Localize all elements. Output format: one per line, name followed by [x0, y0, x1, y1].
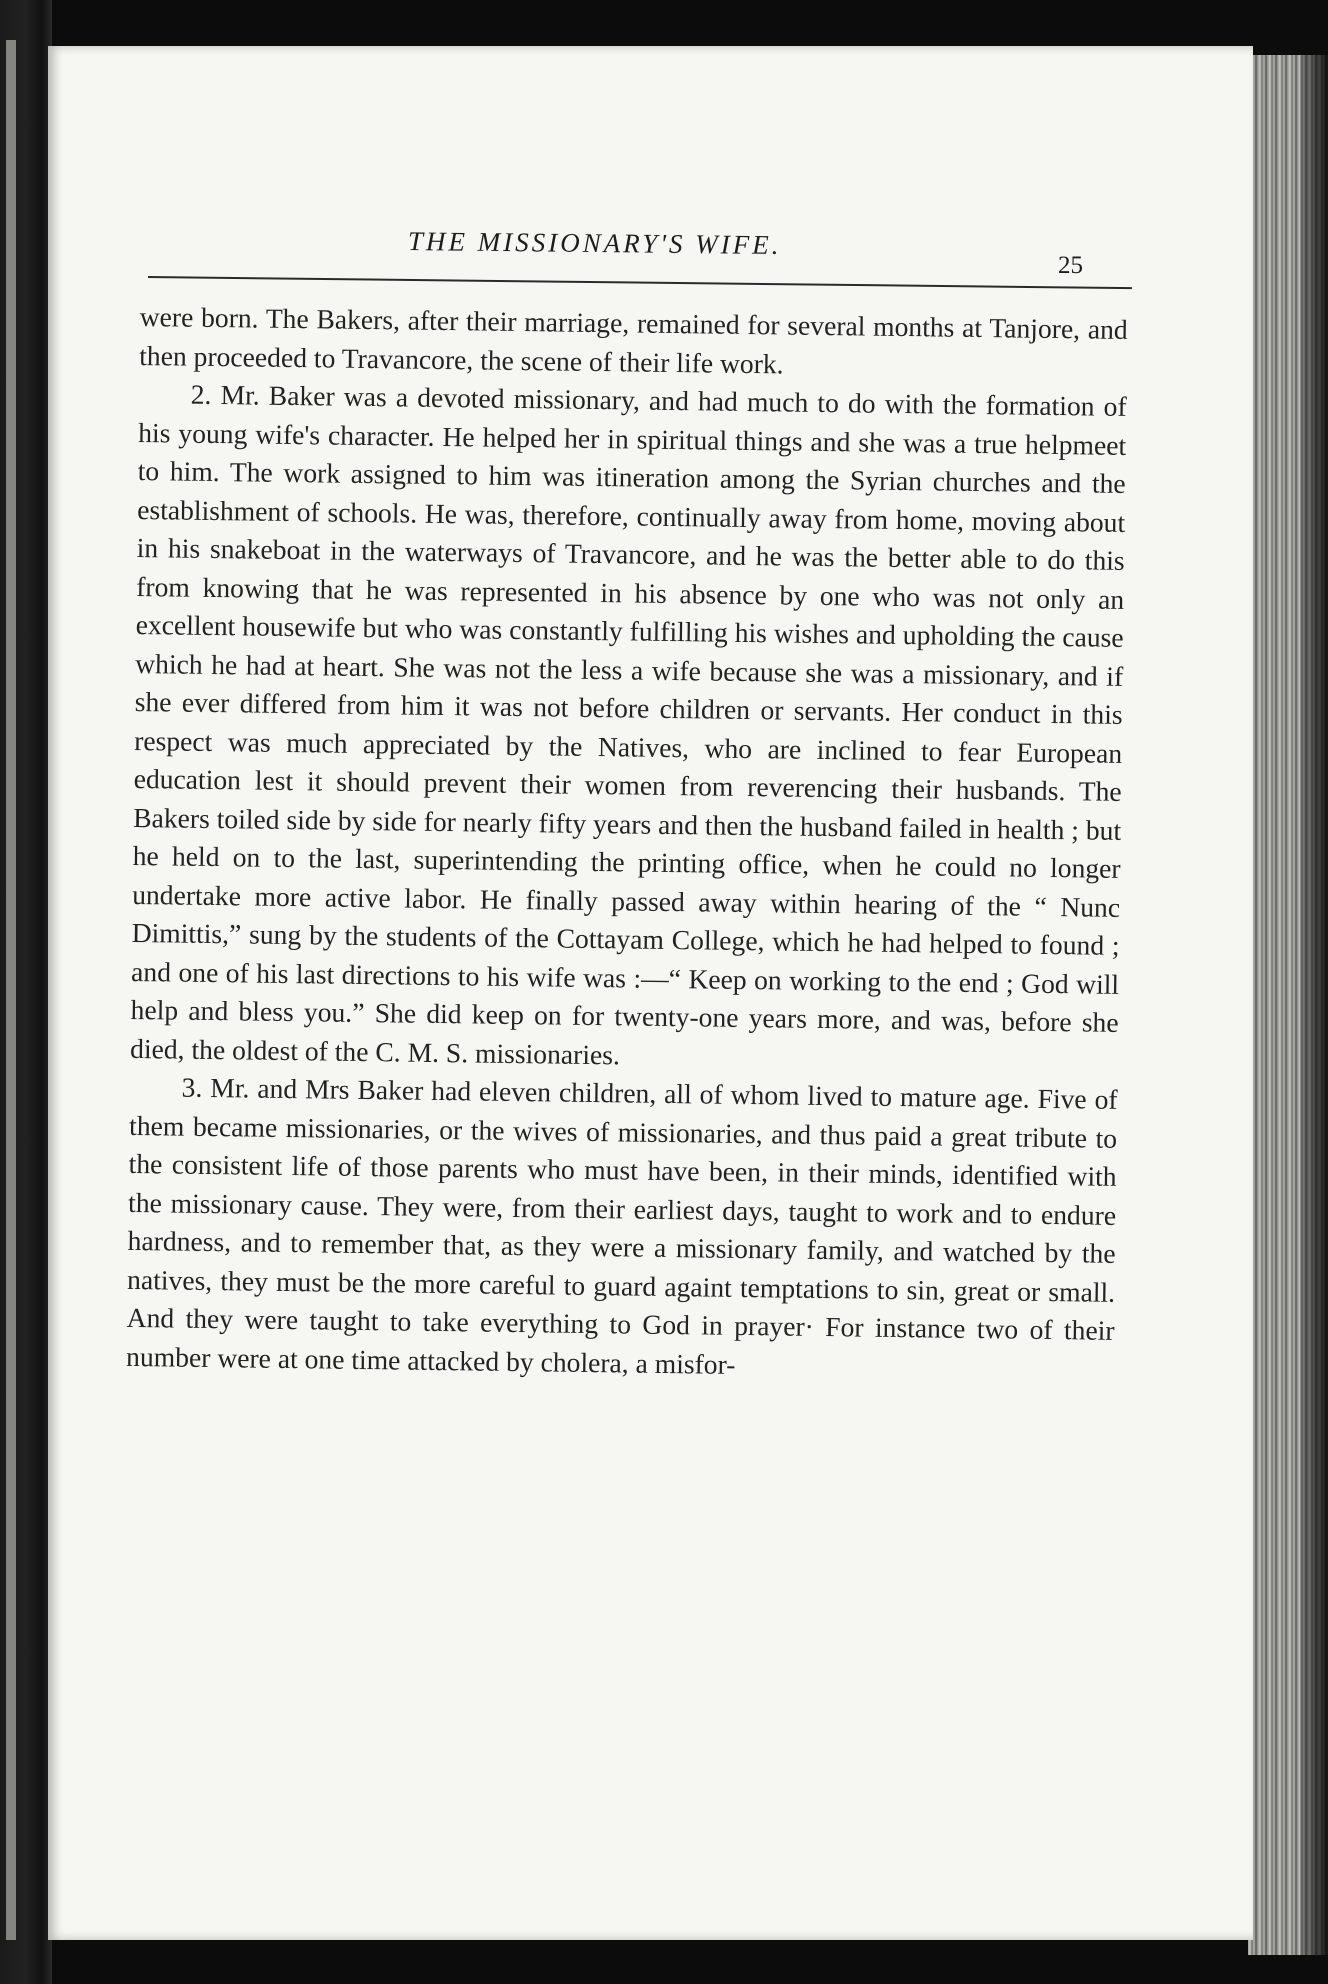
page-number: 25 — [1058, 252, 1083, 279]
paragraph-1: were born. The Bakers, after their marriage, remained for several months at Tanjore, and then proceeded to Travancore, the scene of their life work. — [139, 300, 1128, 379]
running-title: THE MISSIONARY'S WIFE. — [407, 226, 782, 260]
paragraph-3: 3. Mr. and Mrs Baker had eleven children, all of whom lived to mature age. Five of them became missionaries, or the wives of missionaries, and thus paid a great tribute to the consistent life of those parents who must have been, in their minds, identified with the missionary cause. They were, from their earliest days, taught to work and to endure hardness, and to remember that, as they were a missionary family, and watched by the natives, they must be the more careful to guard againt temptations to sin, great or small. And they were taught to take everything to God in prayer· For instance two of their number were at one time attacked by cholera, a misfor- — [125, 1071, 1118, 1380]
page-margin-strip — [6, 40, 16, 1940]
book-edge-shadow — [1300, 55, 1328, 1955]
header-rule — [148, 276, 1132, 289]
page-header — [48, 222, 1253, 282]
book-page — [48, 46, 1253, 1940]
body-text — [126, 298, 1128, 1389]
paragraph-2: 2. Mr. Baker was a devoted missionary, and had much to do with the formation of his young wife's character. He helped her in spiritual things and she was a true helpmeet to him. The work assigned to him was itineration among the Syrian churches and the establishment of schools. He was, therefore, continually away from home, moving about in his snakeboat in the waterways of Travancore, and he was the better able to do this from knowing that he was represented in his absence by one who was not only an excellent housewife but who was constantly fulfilling his wishes and upholding the cause which he had at heart. She was not the less a wife because she was a missionary, and if she ever differed from him it was not before children or servants. Her conduct in this respect was much appreciated by the Natives, who are inclined to fear European education lest it should prevent their women from reverencing their husbands. The Bakers toiled side by side for nearly fifty years and then the husband failed in health ; but he held on to the last, superintending the printing office, when he could no longer undertake more active labor. He finally passed away within hearing of the “ Nunc Dimittis,” sung by the students of the Cottayam College, which he had helped to found ; and one of his last directions to his wife was :—“ Keep on working to the end ; God will help and bless you.” She did keep on for twenty-one years more, and was, before she died, the oldest of the C. M. S. missionaries. — [129, 378, 1127, 1070]
